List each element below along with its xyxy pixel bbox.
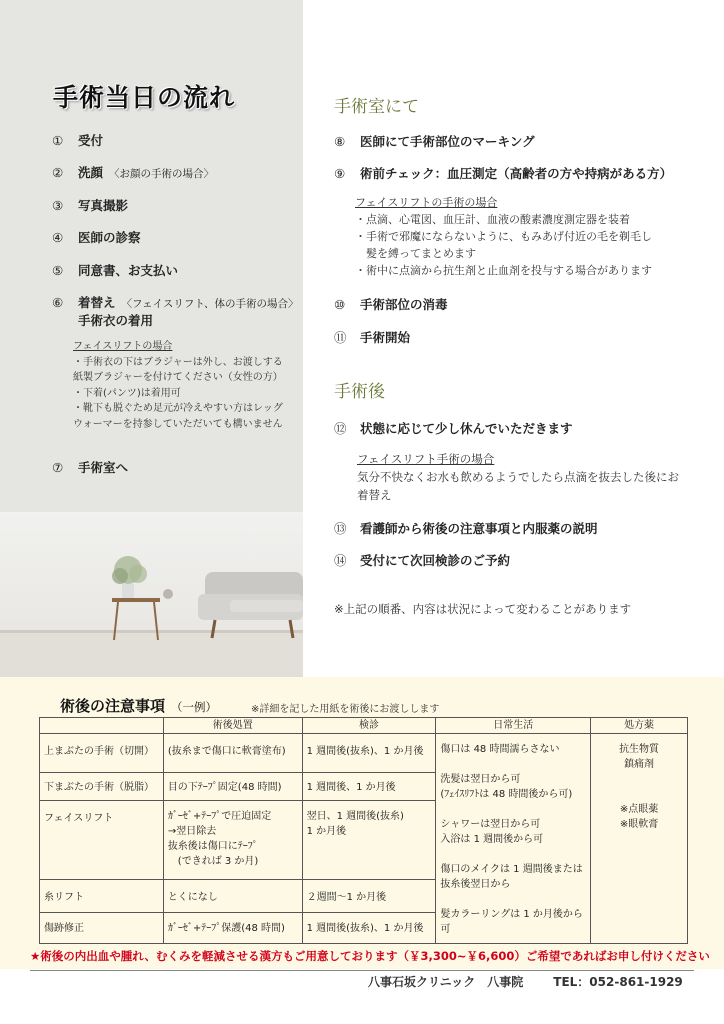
- table-note: ※詳細を記した用紙を術後にお渡しします: [251, 704, 440, 715]
- living-room-photo: [0, 512, 303, 677]
- procedure-cell: 下まぶたの手術（脱脂）: [40, 773, 164, 801]
- step-number: ⑫: [334, 421, 347, 436]
- daily-life-line: シャワーは翌日から可: [440, 819, 541, 830]
- note-line: 気分不快なくお水も飲めるようでしたら点滴を抜去した後にお: [357, 470, 679, 484]
- step-number: ②: [52, 165, 64, 180]
- step-note: 〈お顔の手術の場合〉: [109, 168, 215, 180]
- procedure-cell: フェイスリフト: [40, 801, 164, 880]
- clinic-phone: TEL：052-861-1929: [553, 975, 683, 989]
- disclaimer: ※上記の順番、内容は状況によって変わることがあります: [334, 602, 632, 616]
- checkup-cell: 1 週間後(抜糸)、1 か月後: [302, 913, 436, 944]
- clinic-name: 八事石坂クリニック 八事院: [368, 975, 524, 989]
- medicine-cell: [591, 734, 688, 944]
- step-5: [52, 261, 178, 279]
- table-title: [60, 695, 217, 716]
- care-cell: 目の下ﾃｰﾌﾟ固定(48 時間): [163, 773, 302, 801]
- step-number: ⑨: [334, 166, 346, 181]
- step-label: 同意書、お支払い: [78, 263, 179, 278]
- care-cell: [163, 801, 302, 880]
- step-label: 写真撮影: [78, 198, 129, 213]
- table-row: [40, 734, 688, 773]
- note-heading: フェイスリフトの場合: [73, 341, 173, 352]
- procedure-cell: 糸リフト: [40, 880, 164, 913]
- step-number: ⑭: [334, 553, 347, 568]
- step-3: [52, 196, 128, 214]
- step-13: [334, 519, 598, 537]
- care-line: (できれば 3 か月): [167, 856, 259, 867]
- step-label: 洗顔: [78, 165, 104, 180]
- step-note: 〈フェイスリフト、体の手術の場合〉: [121, 298, 299, 310]
- section-operating-room: 手術室にて: [334, 97, 419, 117]
- step-6: [52, 293, 298, 311]
- note-heading: フェイスリフトの手術の場合: [355, 196, 498, 209]
- care-line: ｶﾞｰｾﾞ+ﾃｰﾌﾟで圧迫固定: [167, 811, 272, 822]
- note-line: ・靴下も脱ぐため足元が冷えやすい方はレッグ: [73, 403, 283, 414]
- care-cell: (抜糸まで傷口に軟膏塗布): [163, 734, 302, 773]
- footer: [368, 973, 683, 990]
- section-post-surgery: 手術後: [334, 382, 385, 402]
- step-number: ⑬: [334, 521, 347, 536]
- step-8: [334, 132, 535, 150]
- step-number: ⑥: [52, 295, 64, 310]
- kampo-promo: ★術後の内出血や腫れ、むくみを軽減させる漢方もご用意しております（￥3,300~￥6,600）ご希望であればお申し付けください: [30, 949, 710, 963]
- care-cell: とくになし: [163, 880, 302, 913]
- daily-life-line: 傷口のメイクは 1 週間後または: [440, 864, 583, 875]
- step-label: 状態に応じて少し休んでいただきます: [360, 421, 573, 436]
- daily-life-cell: [436, 734, 591, 944]
- care-cell: ｶﾞｰｾﾞ+ﾃｰﾌﾟ保護(48 時間): [163, 913, 302, 944]
- note-line: ・点滴、心電図、血圧計、血液の酸素濃度測定器を装着: [355, 213, 630, 226]
- daily-life-line: (ﾌｪｲｽﾘﾌﾄは 48 時間後から可): [440, 789, 573, 800]
- step-number: ⑩: [334, 297, 346, 312]
- table-title-example: （一例）: [171, 700, 218, 714]
- step-2: [52, 163, 214, 181]
- medicine-line: 抗生物質: [619, 744, 660, 755]
- procedure-cell: 傷跡修正: [40, 913, 164, 944]
- table-header: 処方薬: [591, 718, 688, 734]
- table-header: 術後処置: [163, 718, 302, 734]
- note-line: 紙製ブラジャーを付けてください（女性の方）: [73, 372, 283, 383]
- step-label: 手術部位の消毒: [360, 297, 448, 312]
- table-header: 検診: [302, 718, 436, 734]
- note-line: 髪を縛ってまとめます: [355, 247, 476, 260]
- medicine-line: ※点眼薬: [619, 804, 659, 815]
- step-number: ④: [52, 230, 64, 245]
- step-9: [334, 164, 672, 182]
- note-line: ・下着(パンツ)は着用可: [73, 387, 181, 399]
- care-line: 抜糸後は傷口にﾃｰﾌﾟ: [167, 841, 258, 852]
- left-panel: [0, 0, 303, 512]
- step-number: ⑪: [334, 330, 347, 345]
- step-number: ⑦: [52, 460, 64, 475]
- facelift-note-or: [355, 194, 652, 279]
- checkup-cell: 1 週間後(抜糸)、1 か月後: [302, 734, 436, 773]
- medicine-line: [595, 787, 683, 802]
- step-number: ③: [52, 198, 64, 213]
- care-line: →翌日除去: [167, 826, 217, 837]
- checkup-cell: [302, 801, 436, 880]
- sofa-illustration: [0, 512, 303, 677]
- step-12: [334, 419, 573, 437]
- checkup-cell: ２週間～1 か月後: [302, 880, 436, 913]
- table-header-row: [40, 718, 688, 734]
- step-label: 着替え: [78, 295, 116, 310]
- step-label: 術前チェック：血圧測定（高齢者の方や持病がある方）: [360, 166, 673, 181]
- daily-life-line: [440, 757, 586, 772]
- step-label: 医師の診察: [78, 230, 141, 245]
- note-line: ・手術で邪魔にならないように、もみあげ付近の毛を剃毛し: [355, 230, 652, 243]
- checkup-line: 1 か月後: [306, 826, 347, 837]
- daily-life-line: 洗髪は翌日から可: [440, 774, 521, 785]
- daily-life-line: [440, 892, 586, 907]
- daily-life-line: 傷口は 48 時間濡らさない: [440, 744, 560, 755]
- step-label: 受付: [78, 133, 104, 148]
- checkup-cell: 1 週間後、1 か月後: [302, 773, 436, 801]
- note-line: ・手術衣の下はブラジャーは外し、お渡しする: [73, 356, 283, 368]
- daily-life-line: [440, 847, 586, 862]
- page-title: 手術当日の流れ: [53, 83, 236, 112]
- step-label: 医師にて手術部位のマーキング: [360, 134, 535, 149]
- facelift-note-left: [73, 339, 283, 432]
- note-line: ・術中に点滴から抗生剤と止血剤を投与する場合があります: [355, 264, 652, 277]
- medicine-line: [595, 772, 683, 787]
- note-line: 着替え: [357, 488, 392, 502]
- note-heading: フェイスリフト手術の場合: [357, 452, 495, 466]
- procedure-cell: 上まぶたの手術（切開）: [40, 734, 164, 773]
- step-label: 看護師から術後の注意事項と内服薬の説明: [360, 521, 598, 536]
- daily-life-line: 入浴は 1 週間後から可: [440, 834, 544, 845]
- step-6-sub: [78, 311, 153, 329]
- daily-life-line: [440, 802, 586, 817]
- step-1: [52, 131, 103, 149]
- step-10: [334, 295, 448, 313]
- table-title-text: 術後の注意事項: [60, 697, 166, 715]
- step-number: ①: [52, 133, 64, 148]
- note-line: ウォーマーを持参していただいても構いません: [73, 418, 283, 430]
- step-sublabel: 手術衣の着用: [78, 313, 154, 328]
- step-4: [52, 228, 141, 246]
- daily-life-line: 髪カラーリングは 1 か月後から可: [440, 909, 583, 935]
- step-label: 受付にて次回検診のご予約: [360, 553, 511, 568]
- step-number: ⑧: [334, 134, 346, 149]
- step-label: 手術室へ: [78, 460, 129, 475]
- footer-divider: [30, 970, 694, 971]
- post-care-table: [39, 717, 688, 944]
- table-header: 日常生活: [436, 718, 591, 734]
- facelift-note-post: [357, 450, 679, 504]
- medicine-line: ※眼軟膏: [619, 819, 659, 830]
- step-14: [334, 551, 510, 569]
- checkup-line: 翌日、1 週間後(抜糸): [306, 811, 404, 822]
- step-label: 手術開始: [360, 330, 411, 345]
- step-11: [334, 328, 410, 346]
- step-number: ⑤: [52, 263, 64, 278]
- daily-life-line: 抜糸後翌日から: [440, 879, 511, 890]
- step-7: [52, 458, 128, 476]
- table-header: [40, 718, 164, 734]
- medicine-line: 鎮痛剤: [624, 759, 655, 770]
